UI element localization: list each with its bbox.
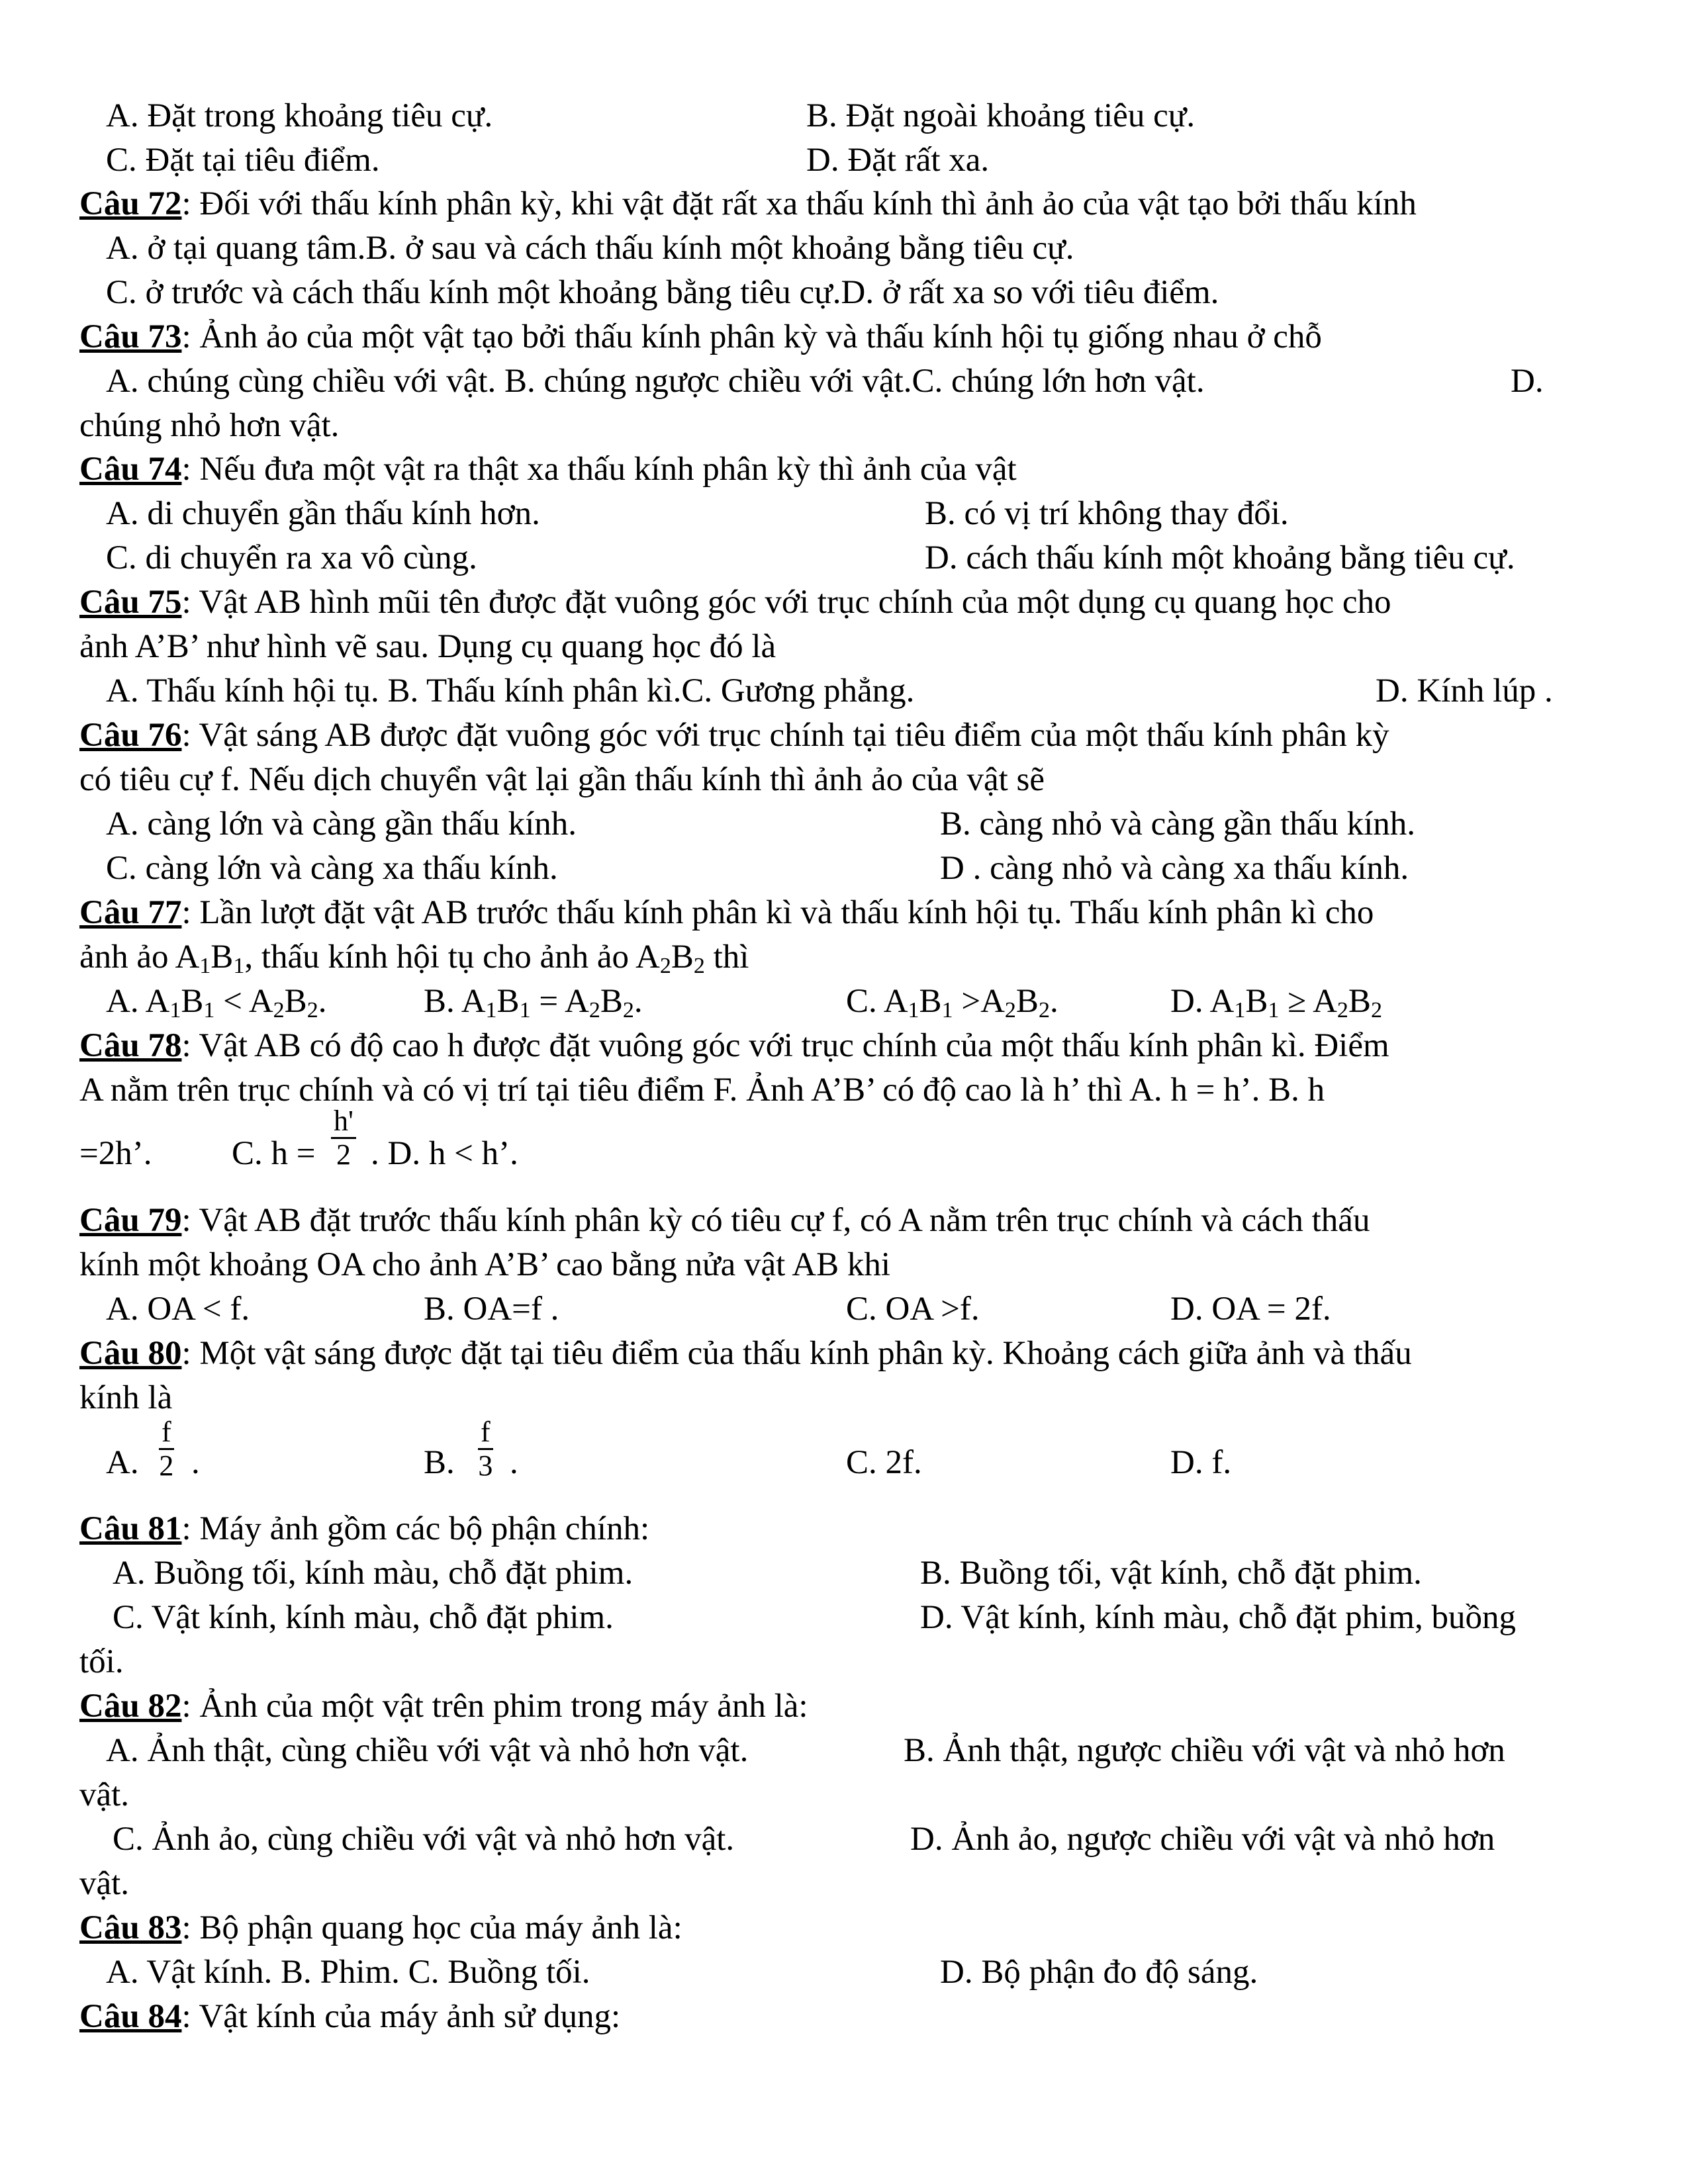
text-line — [846, 1289, 980, 1329]
text-segment: : Vật kính của máy ảnh sử dụng: — [181, 1998, 621, 2035]
text-line — [79, 1070, 1325, 1110]
text-line — [79, 1997, 620, 2036]
text-segment: B — [496, 983, 520, 1020]
text-segment: C. ở trước và cách thấu kính một khoảng bằng tiêu cự.D. ở rất xa so với tiêu điểm. — [106, 274, 1219, 311]
text-segment: : Vật AB hình mũi tên được đặt vuông góc với trục chính của một dụng cụ quang học cho — [181, 584, 1391, 621]
text-line — [79, 1378, 172, 1418]
subscript: 2 — [622, 998, 634, 1023]
text-line — [79, 627, 776, 666]
subscript: 2 — [1004, 998, 1016, 1023]
text-line — [940, 804, 1415, 844]
text-segment: B. Buồng tối, vật kính, chỗ đặt phim. — [920, 1555, 1422, 1592]
text-segment: : Nếu đưa một vật ra thật xa thấu kính phân kỳ thì ảnh của vật — [181, 451, 1017, 488]
text-segment: B — [671, 938, 694, 976]
text-segment: tối. — [79, 1643, 124, 1680]
text-line — [910, 1819, 1495, 1859]
text-segment: . — [318, 983, 327, 1020]
text-line — [106, 848, 558, 888]
text-segment: có tiêu cự f. Nếu dịch chuyển vật lại gần thấu kính thì ảnh ảo của vật sẽ — [79, 761, 1045, 798]
fraction-numerator: h' — [331, 1105, 356, 1139]
text-line — [79, 449, 1017, 489]
text-segment: : Vật AB có độ cao h được đặt vuông góc với trục chính của một thấu kính phân kì. Điểm — [181, 1027, 1389, 1064]
text-line — [106, 1443, 139, 1482]
text-segment: C. Ảnh ảo, cùng chiều với vật và nhỏ hơn vật. — [113, 1821, 735, 1858]
text-segment: < A — [214, 983, 273, 1020]
question-number: Câu 77 — [79, 894, 182, 931]
question-number: Câu 72 — [79, 185, 182, 222]
text-segment: kính một khoảng OA cho ảnh A’B’ cao bằng nửa vật AB khi — [79, 1246, 891, 1283]
text-line — [1170, 1289, 1331, 1329]
text-segment: B — [211, 938, 234, 976]
subscript: 1 — [519, 998, 531, 1023]
text-line — [79, 184, 1417, 224]
text-segment: A. di chuyển gần thấu kính hơn. — [106, 495, 540, 532]
text-line — [79, 1201, 1370, 1240]
text-segment: =2h’. — [79, 1135, 152, 1172]
text-line — [424, 1289, 559, 1329]
text-line — [79, 1026, 1389, 1066]
subscript: 2 — [273, 998, 285, 1023]
question-number: Câu 81 — [79, 1510, 182, 1547]
text-line — [113, 1598, 614, 1637]
fraction — [331, 1105, 356, 1171]
text-segment: B — [181, 983, 204, 1020]
text-segment: = A — [530, 983, 589, 1020]
text-segment: chúng nhỏ hơn vật. — [79, 407, 340, 444]
text-segment: A. Đặt trong khoảng tiêu cự. — [106, 97, 493, 134]
text-line — [424, 981, 643, 1021]
text-line — [940, 1952, 1258, 1992]
question-number: Câu 82 — [79, 1688, 182, 1725]
text-line — [510, 1443, 518, 1482]
text-segment: : Đối với thấu kính phân kỳ, khi vật đặt rất xa thấu kính thì ảnh ảo của vật tạo bởi thấu kính — [181, 185, 1417, 222]
text-segment: B. có vị trí không thay đổi. — [925, 495, 1289, 532]
text-segment: . D. h < h’. — [371, 1135, 518, 1172]
text-line — [806, 96, 1195, 136]
text-line — [79, 1642, 124, 1682]
text-segment: B — [600, 983, 623, 1020]
text-line — [106, 804, 577, 844]
text-segment: : Ảnh ảo của một vật tạo bởi thấu kính phân kỳ và thấu kính hội tụ giống nhau ở chỗ — [181, 318, 1322, 355]
fraction-denominator: 2 — [336, 1138, 351, 1171]
text-segment: B — [1015, 983, 1039, 1020]
text-segment: C. h = — [232, 1135, 316, 1172]
question-number: Câu 80 — [79, 1335, 182, 1372]
text-segment: : Một vật sáng được đặt tại tiêu điểm của thấu kính phân kỳ. Khoảng cách giữa ảnh và thấu — [181, 1335, 1412, 1372]
subscript: 1 — [199, 954, 211, 978]
text-segment: D. cách thấu kính một khoảng bằng tiêu cự. — [925, 539, 1515, 576]
text-segment: . — [510, 1444, 518, 1481]
text-segment: B. OA=f . — [424, 1291, 559, 1328]
text-segment: vật. — [79, 1865, 130, 1902]
text-segment: : Ảnh của một vật trên phim trong máy ảnh là: — [181, 1688, 808, 1725]
text-line — [106, 273, 1219, 312]
text-segment: B. Ảnh thật, ngược chiều với vật và nhỏ hơn — [904, 1732, 1505, 1769]
text-segment: C. di chuyển ra xa vô cùng. — [106, 539, 477, 576]
text-line — [920, 1598, 1516, 1637]
text-line — [79, 1686, 808, 1726]
text-line — [920, 1553, 1422, 1593]
subscript: 1 — [1234, 998, 1246, 1023]
fraction — [478, 1416, 493, 1482]
text-segment: . — [191, 1444, 200, 1481]
fraction — [159, 1416, 174, 1482]
text-segment: B — [1348, 983, 1371, 1020]
text-line — [79, 1509, 649, 1549]
text-segment: D. A — [1170, 983, 1235, 1020]
text-line — [1170, 1443, 1231, 1482]
text-segment: B — [919, 983, 942, 1020]
text-line — [106, 96, 492, 136]
text-segment: , thấu kính hội tụ cho ảnh ảo A — [244, 938, 660, 976]
text-line — [106, 981, 326, 1021]
text-line — [191, 1443, 200, 1482]
text-segment: B — [284, 983, 307, 1020]
text-segment: A. — [106, 1444, 139, 1481]
text-line — [79, 1334, 1412, 1373]
text-line — [1376, 671, 1553, 711]
text-line — [79, 1775, 129, 1815]
text-segment: A. OA < f. — [106, 1291, 250, 1328]
text-segment: D. — [1511, 363, 1544, 400]
text-segment: A nằm trên trục chính và có vị trí tại tiêu điểm F. Ảnh A’B’ có độ cao là h’ thì A. h = h’. B. h — [79, 1071, 1325, 1109]
text-segment: C. Đặt tại tiêu điểm. — [106, 142, 380, 179]
text-line — [113, 1819, 734, 1859]
text-line — [806, 140, 989, 180]
text-segment: A. chúng cùng chiều với vật. B. chúng ngược chiều với vật.C. chúng lớn hơn vật. — [106, 363, 1205, 400]
text-line — [79, 1134, 152, 1173]
question-number: Câu 75 — [79, 584, 182, 621]
text-segment: A. Thấu kính hội tụ. B. Thấu kính phân kì.C. Gương phẳng. — [106, 672, 915, 709]
subscript: 1 — [1268, 998, 1280, 1023]
text-segment: kính là — [79, 1379, 173, 1416]
subscript: 2 — [693, 954, 705, 978]
text-segment: D. Vật kính, kính màu, chỗ đặt phim, buồng — [920, 1599, 1516, 1636]
text-segment: A. ở tại quang tâm.B. ở sau và cách thấu kính một khoảng bằng tiêu cự. — [106, 230, 1074, 267]
text-segment: A. Ảnh thật, cùng chiều với vật và nhỏ hơn vật. — [106, 1732, 749, 1769]
subscript: 2 — [1038, 998, 1050, 1023]
text-line — [79, 1245, 890, 1285]
text-line — [79, 1908, 682, 1948]
fraction-denominator: 2 — [159, 1449, 174, 1482]
text-segment: : Vật sáng AB được đặt vuông góc với trục chính tại tiêu điểm của một thấu kính phân kỳ — [181, 717, 1389, 754]
subscript: 1 — [203, 998, 215, 1023]
text-segment: A. càng lớn và càng gần thấu kính. — [106, 805, 577, 842]
subscript: 1 — [485, 998, 497, 1023]
text-line — [1170, 981, 1382, 1021]
text-segment: D . càng nhỏ và càng xa thấu kính. — [940, 850, 1409, 887]
text-line — [940, 848, 1409, 888]
text-segment: . — [1049, 983, 1058, 1020]
question-number: Câu 83 — [79, 1909, 182, 1946]
subscript: 2 — [1336, 998, 1348, 1023]
subscript: 2 — [306, 998, 318, 1023]
text-segment: ảnh ảo A — [79, 938, 200, 976]
text-segment: D. Đặt rất xa. — [806, 142, 990, 179]
text-line — [925, 494, 1289, 533]
text-segment: >A — [953, 983, 1005, 1020]
text-line — [79, 937, 749, 977]
text-segment: D. Bộ phận đo độ sáng. — [940, 1954, 1258, 1991]
subscript: 1 — [169, 998, 181, 1023]
text-segment: : Vật AB đặt trước thấu kính phân kỳ có tiêu cự f, có A nằm trên trục chính và cách thấu — [181, 1202, 1370, 1239]
text-segment: . — [633, 983, 643, 1020]
text-segment: A. A — [106, 983, 170, 1020]
fraction-denominator: 3 — [478, 1449, 493, 1482]
text-line — [925, 538, 1515, 578]
question-number: Câu 73 — [79, 318, 182, 355]
text-line — [106, 1731, 748, 1770]
question-number: Câu 74 — [79, 451, 182, 488]
fraction-numerator: f — [159, 1416, 174, 1450]
question-number: Câu 76 — [79, 717, 182, 754]
text-segment: B — [1245, 983, 1268, 1020]
text-line — [846, 981, 1058, 1021]
text-line — [106, 361, 1205, 401]
fraction-numerator: f — [478, 1416, 493, 1450]
text-segment: : Máy ảnh gồm các bộ phận chính: — [181, 1510, 650, 1547]
text-line — [106, 494, 540, 533]
subscript: 2 — [1370, 998, 1382, 1023]
text-line — [106, 671, 914, 711]
text-line — [79, 406, 339, 445]
text-line — [106, 538, 477, 578]
text-line — [79, 893, 1374, 933]
text-segment: ảnh A’B’ như hình vẽ sau. Dụng cụ quang học đó là — [79, 628, 776, 665]
text-line — [106, 228, 1074, 268]
text-line — [106, 1952, 590, 1992]
text-line — [79, 1864, 129, 1903]
text-segment: D. f. — [1170, 1444, 1232, 1481]
text-segment: B. Đặt ngoài khoảng tiêu cự. — [806, 97, 1196, 134]
text-segment: : Bộ phận quang học của máy ảnh là: — [181, 1909, 682, 1946]
text-line — [846, 1443, 922, 1482]
text-segment: A. Buồng tối, kính màu, chỗ đặt phim. — [113, 1555, 633, 1592]
text-line — [424, 1443, 455, 1482]
text-segment: C. OA >f. — [846, 1291, 980, 1328]
subscript: 1 — [908, 998, 919, 1023]
text-line — [79, 317, 1322, 357]
text-line — [79, 582, 1391, 622]
text-segment: B. càng nhỏ và càng gần thấu kính. — [940, 805, 1416, 842]
text-segment: B. A — [424, 983, 486, 1020]
text-segment: thì — [704, 938, 749, 976]
text-segment: : Lần lượt đặt vật AB trước thấu kính phân kì và thấu kính hội tụ. Thấu kính phân kì cho — [181, 894, 1374, 931]
text-line — [79, 715, 1389, 755]
text-segment: C. A — [846, 983, 908, 1020]
text-line — [371, 1134, 518, 1173]
text-segment: D. Ảnh ảo, ngược chiều với vật và nhỏ hơn — [910, 1821, 1495, 1858]
subscript: 1 — [941, 998, 953, 1023]
subscript: 2 — [588, 998, 600, 1023]
text-line — [232, 1134, 316, 1173]
text-segment: D. Kính lúp . — [1376, 672, 1553, 709]
text-line — [79, 760, 1045, 799]
text-segment: C. càng lớn và càng xa thấu kính. — [106, 850, 558, 887]
question-number: Câu 84 — [79, 1998, 182, 2035]
subscript: 1 — [233, 954, 245, 978]
text-segment: A. Vật kính. B. Phim. C. Buồng tối. — [106, 1954, 590, 1991]
text-segment: B. — [424, 1444, 455, 1481]
text-segment: D. OA = 2f. — [1170, 1291, 1331, 1328]
text-line — [113, 1553, 633, 1593]
text-segment: C. 2f. — [846, 1444, 922, 1481]
text-line — [106, 1289, 250, 1329]
text-segment: vật. — [79, 1776, 130, 1813]
text-line — [904, 1731, 1505, 1770]
text-line — [106, 140, 380, 180]
text-line — [1511, 361, 1544, 401]
question-number: Câu 78 — [79, 1027, 182, 1064]
text-segment: C. Vật kính, kính màu, chỗ đặt phim. — [113, 1599, 614, 1636]
text-segment: ≥ A — [1279, 983, 1337, 1020]
question-number: Câu 79 — [79, 1202, 182, 1239]
subscript: 2 — [659, 954, 671, 978]
